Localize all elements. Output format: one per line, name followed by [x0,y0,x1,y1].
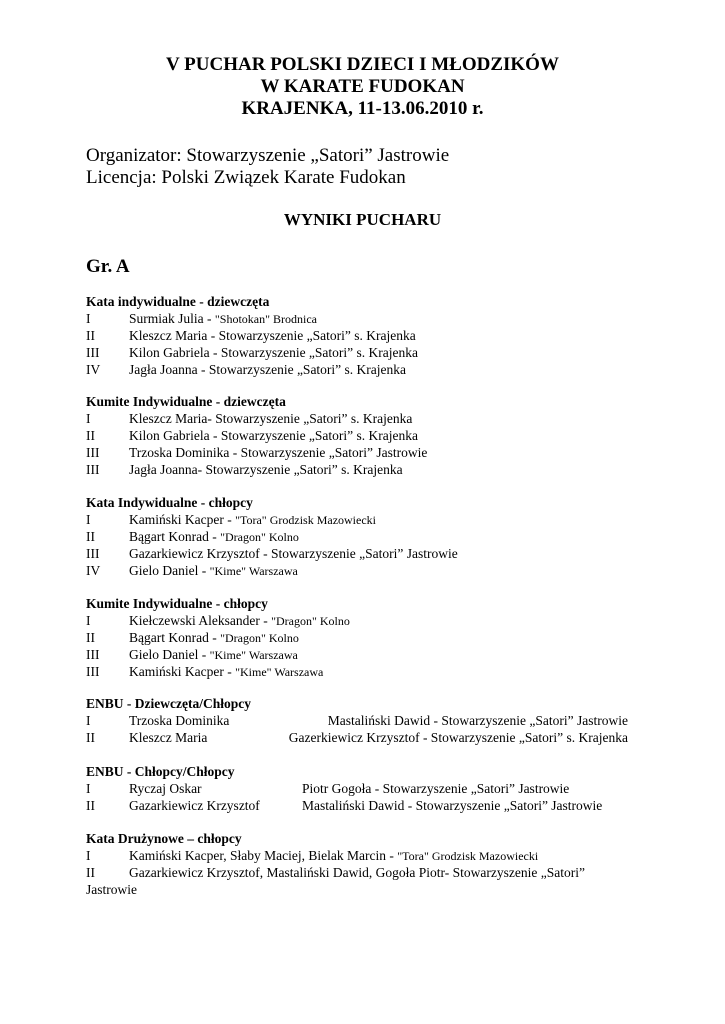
competitor-a: Trzoska Dominika [129,713,230,728]
competitor-name: Bągart Konrad - [129,630,221,645]
competitor-name: Gielo Daniel - [129,647,210,662]
club-name: "Tora" Grodzisk Mazowiecki [397,849,539,863]
competitor-a: Ryczaj Oskar [129,781,202,796]
competitor-name: Trzoska Dominika - Stowarzyszenie „Satori” Jastrowie [129,445,428,460]
title-line-3: KRAJENKA, 11-13.06.2010 r. [241,98,484,119]
place-label: II [86,798,95,813]
result-row [86,545,646,562]
result-row [86,528,646,545]
competitor-name: Jagła Joanna - Stowarzyszenie „Satori” s. Krajenka [129,362,407,377]
license-line: Licencja: Polski Związek Karate Fudokan [86,167,406,188]
result-row [86,444,646,461]
competitor-name: Gazarkiewicz Krzysztof - Stowarzyszenie „Satori” Jastrowie [129,546,458,561]
section-kata-girls [86,293,646,378]
section-kumite-girls [86,393,646,478]
place-label: III [86,664,100,679]
group-heading: Gr. A [86,256,130,277]
section-enbu-mixed [86,695,628,746]
club-name: "Tora" Grodzisk Mazowiecki [235,513,377,527]
section-title: Kata Indywidualne - chłopcy [86,495,253,510]
competitor-name: Kamiński Kacper - [129,512,236,527]
competitor-name: Bągart Konrad - [129,529,221,544]
section-title: Kumite Indywidualne - dziewczęta [86,394,286,409]
section-kata-boys [86,494,646,579]
result-row [86,310,646,327]
club-name: "Kime" Warszawa [209,564,298,578]
result-row [86,327,646,344]
place-label: IV [86,563,101,578]
place-label: III [86,462,100,477]
team-members: Kamiński Kacper, Słaby Maciej, Bielak Marcin - [129,848,398,863]
section-title: Kata Drużynowe – chłopcy [86,831,242,846]
place-label: I [86,411,91,426]
team-members: Gazarkiewicz Krzysztof, Mastaliński Dawid, Gogoła Piotr- Stowarzyszenie „Satori” [129,865,585,880]
place-label: I [86,613,91,628]
competitor-b: Mastaliński Dawid - Stowarzyszenie „Satori” Jastrowie [327,713,628,728]
place-label: III [86,647,100,662]
result-row [86,729,628,746]
competitor-name: Kilon Gabriela - Stowarzyszenie „Satori” s. Krajenka [129,428,419,443]
place-label: I [86,848,91,863]
competitor-name: Kleszcz Maria - Stowarzyszenie „Satori” s. Krajenka [129,328,416,343]
section-title: ENBU - Chłopcy/Chłopcy [86,764,235,779]
club-name: "Shotokan" Brodnica [214,312,317,326]
competitor-name: Jagła Joanna- Stowarzyszenie „Satori” s. Krajenka [129,462,403,477]
place-label: II [86,865,95,880]
result-row [86,629,646,646]
result-row [86,847,628,864]
place-label: I [86,713,91,728]
place-label: II [86,428,95,443]
place-label: III [86,546,100,561]
result-row [86,461,646,478]
competitor-name: Surmiak Julia - [129,311,215,326]
section-title: Kata indywidualne - dziewczęta [86,294,270,309]
result-row [86,410,646,427]
competitor-name: Gielo Daniel - [129,563,210,578]
result-row [86,511,646,528]
competitor-name: Kamiński Kacper - [129,664,236,679]
section-kumite-boys [86,595,646,680]
section-title: Kumite Indywidualne - chłopcy [86,596,268,611]
club-name: "Kime" Warszawa [235,665,324,679]
club-name: "Dragon" Kolno [220,631,299,645]
club-name: "Kime" Warszawa [209,648,298,662]
place-label: II [86,630,95,645]
club-name: "Dragon" Kolno [271,614,350,628]
section-enbu-boys [86,763,628,814]
section-title: ENBU - Dziewczęta/Chłopcy [86,696,251,711]
result-row [86,864,628,898]
competitor-name: Kiełczewski Aleksander - [129,613,272,628]
place-label: I [86,311,91,326]
place-label: I [86,512,91,527]
result-row [86,612,646,629]
place-label: II [86,529,95,544]
result-row [86,663,646,680]
place-label: IV [86,362,101,377]
place-label: III [86,345,100,360]
result-row [86,344,646,361]
result-row [86,646,646,663]
title-line-2: W KARATE FUDOKAN [260,76,465,97]
result-row [86,780,628,797]
competitor-b: Piotr Gogoła - Stowarzyszenie „Satori” Jastrowie [302,781,570,796]
title-line-1: V PUCHAR POLSKI DZIECI I MŁODZIKÓW [166,54,559,75]
competitor-a: Gazarkiewicz Krzysztof [129,798,260,813]
place-label: I [86,781,91,796]
result-row [86,427,646,444]
section-kata-team [86,830,628,898]
results-title: WYNIKI PUCHARU [283,210,442,229]
competitor-a: Kleszcz Maria [129,730,208,745]
result-row [86,797,628,814]
competitor-name: Kilon Gabriela - Stowarzyszenie „Satori” s. Krajenka [129,345,419,360]
competitor-b: Mastaliński Dawid - Stowarzyszenie „Satori” Jastrowie [302,798,603,813]
team-club-continuation: Jastrowie [86,882,137,897]
competitor-name: Kleszcz Maria- Stowarzyszenie „Satori” s. Krajenka [129,411,413,426]
organizer-line: Organizator: Stowarzyszenie „Satori” Jastrowie [86,145,450,166]
club-name: "Dragon" Kolno [220,530,299,544]
result-row [86,712,628,729]
place-label: II [86,328,95,343]
place-label: III [86,445,100,460]
place-label: II [86,730,95,745]
competitor-b: Gazerkiewicz Krzysztof - Stowarzyszenie „Satori” s. Krajenka [288,730,628,745]
result-row [86,361,646,378]
result-row [86,562,646,579]
